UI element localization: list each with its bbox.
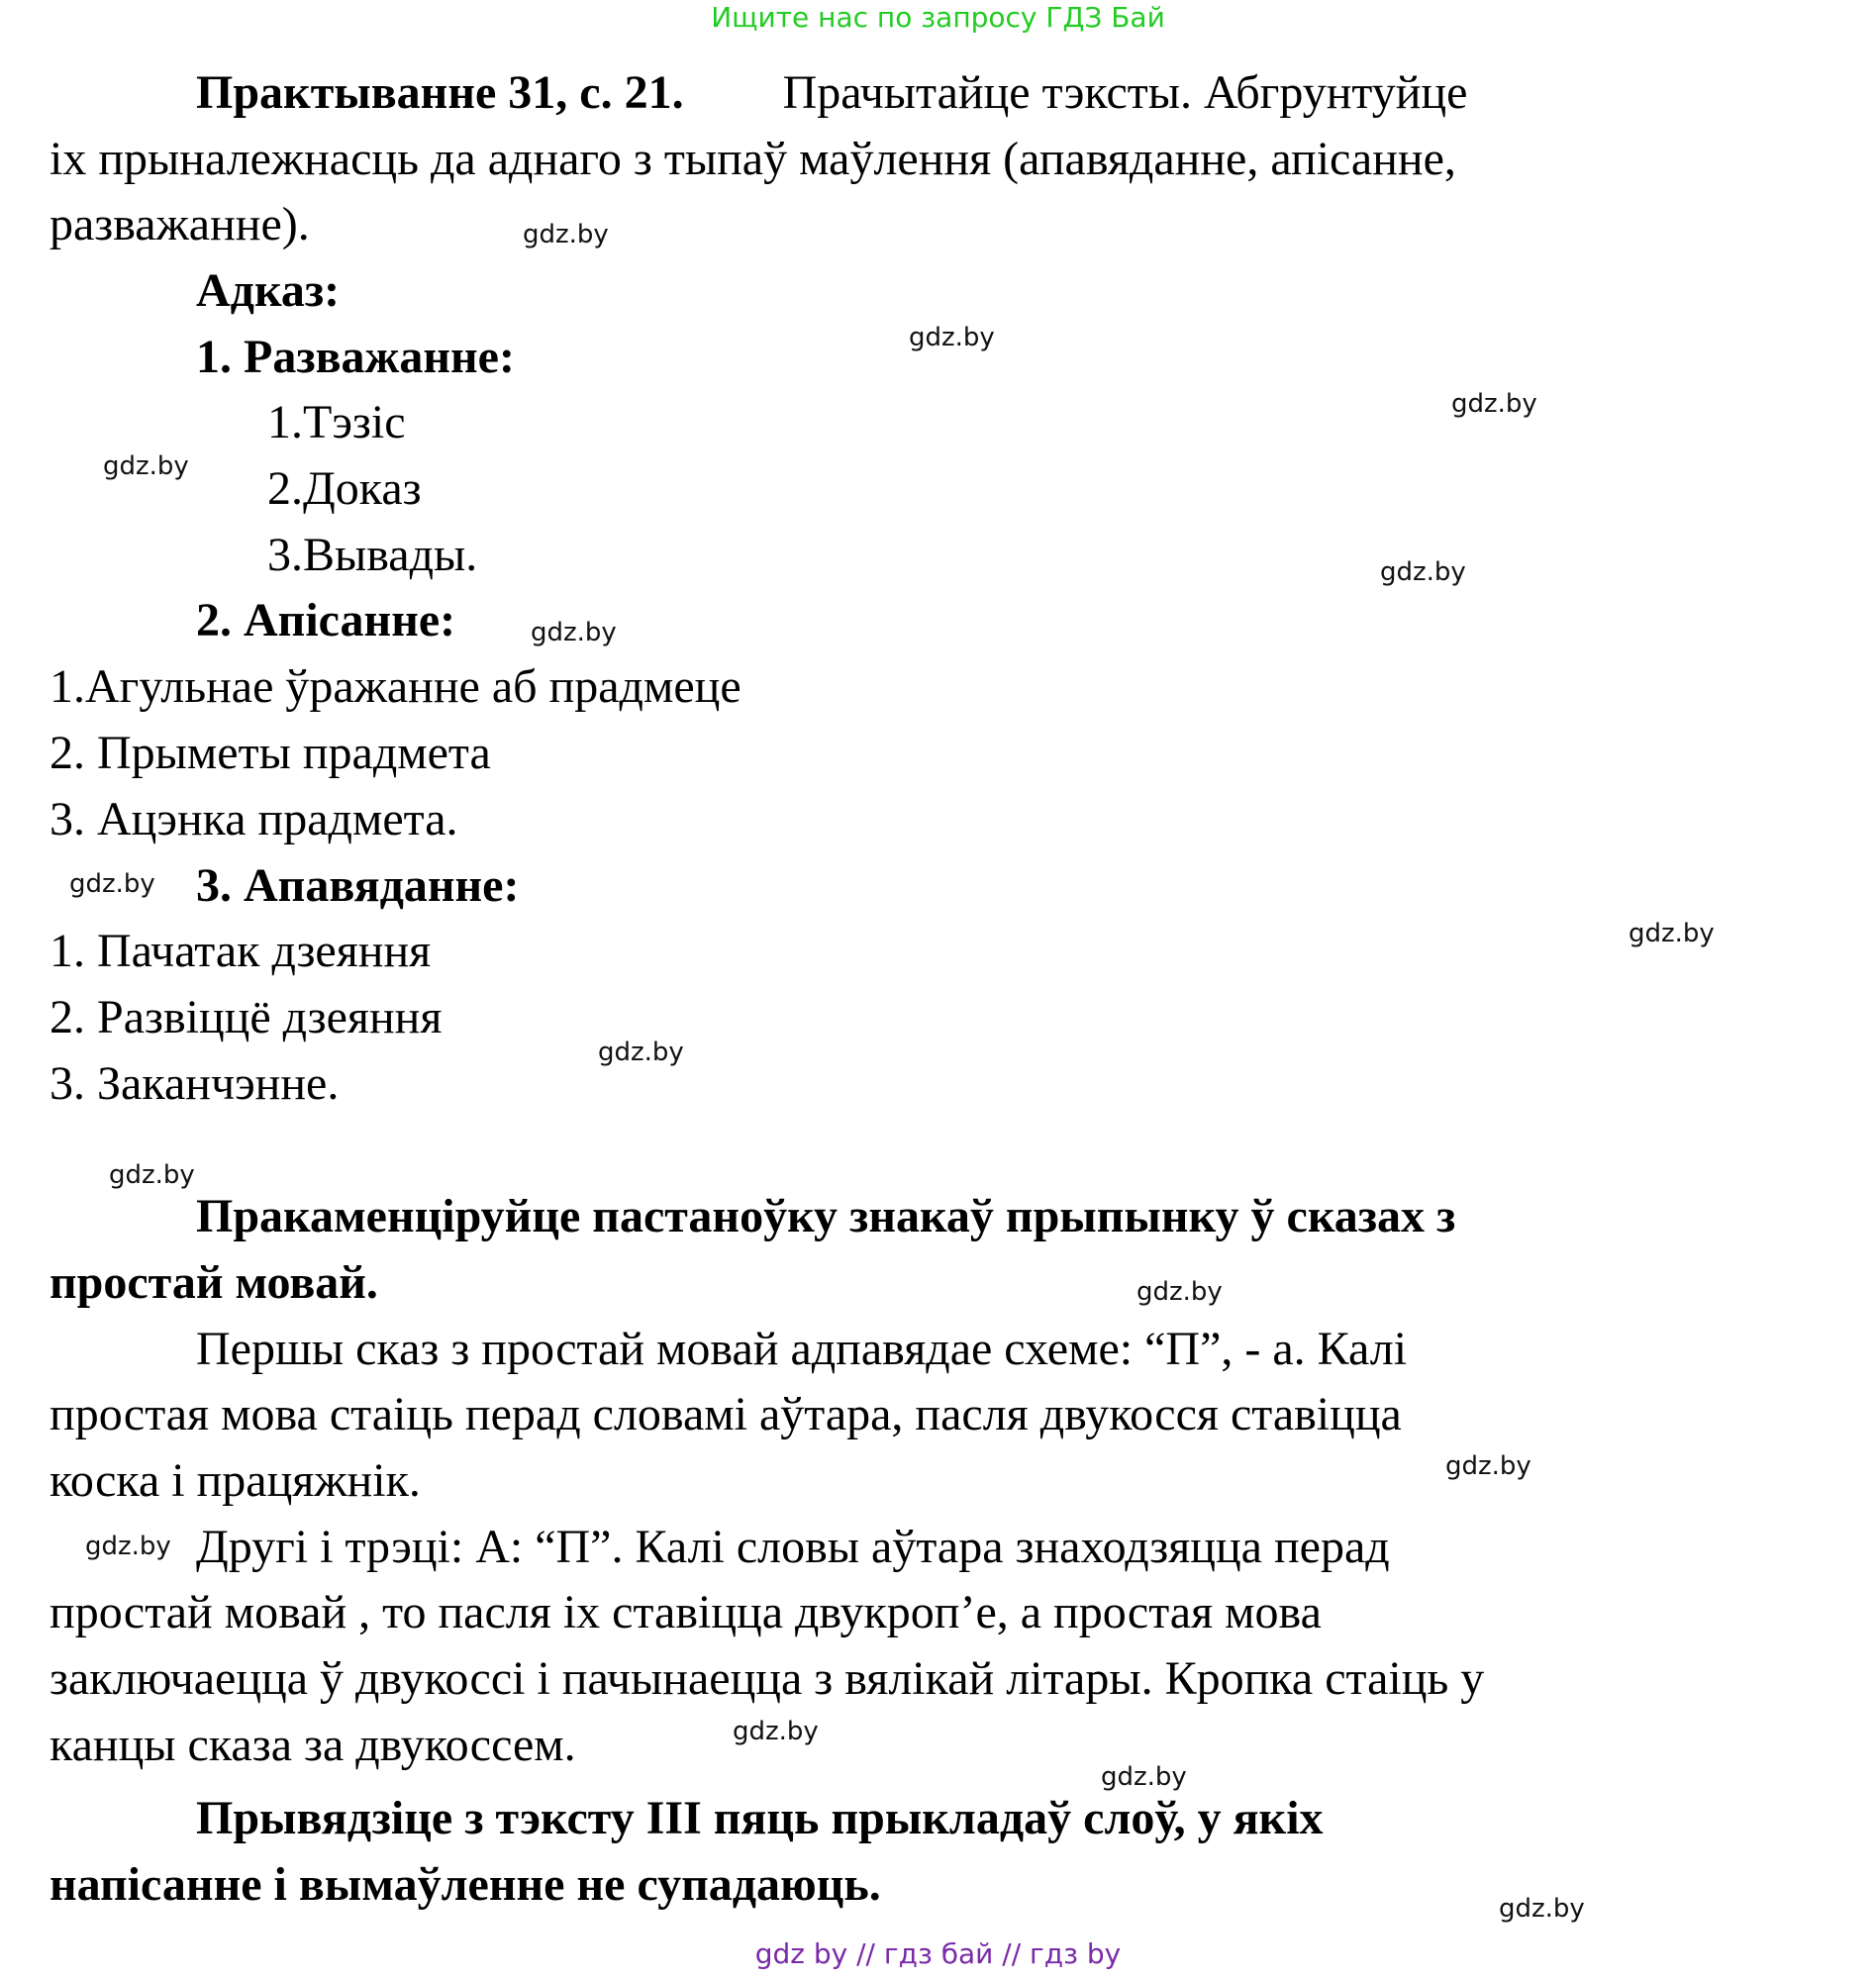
section3-item: 2. Развіццё дзеяння	[49, 991, 443, 1043]
watermark: gdz.by	[69, 869, 155, 899]
section2-item: 1.Агульнае ўражанне аб прадмеце	[49, 660, 741, 713]
section3-item: 1. Пачатак дзеяння	[49, 925, 432, 977]
task-header-line	[196, 64, 1467, 122]
section2-item: 2. Прыметы прадмета	[49, 727, 491, 779]
watermark: gdz.by	[523, 220, 609, 249]
section1-item: 2.Доказ	[267, 462, 422, 515]
section3-item: 3. Заканчэнне.	[49, 1057, 340, 1110]
top-banner: Ищите нас по запросу ГДЗ Бай	[711, 1, 1165, 34]
watermark: gdz.by	[103, 451, 189, 481]
final-task-line-2: напісанне і вымаўленне не супадаюць.	[49, 1858, 881, 1911]
comment-task-title-2: простай мовай.	[49, 1256, 378, 1309]
comment-paragraph-line: Другі і трэці: А: “П”. Калі словы аўтара знаходзяцца перад	[196, 1521, 1390, 1573]
watermark: gdz.by	[531, 618, 617, 647]
comment-paragraph-line: канцы сказа за двукоссем.	[49, 1719, 576, 1771]
section3-title: 3. Апавяданне:	[196, 859, 520, 912]
watermark: gdz.by	[598, 1038, 684, 1067]
watermark: gdz.by	[109, 1160, 195, 1190]
comment-paragraph-line: Першы сказ з простай мовай адпавядае схеме: “П”, - а. Калі	[196, 1323, 1408, 1375]
watermark: gdz.by	[85, 1532, 171, 1561]
comment-paragraph-line: заключаецца ў двукоссі і пачынаецца з вялікай літары. Кропка стаіць у	[49, 1652, 1485, 1705]
watermark: gdz.by	[1136, 1277, 1223, 1307]
task-instruction-part-3: разважанне).	[49, 198, 310, 250]
comment-paragraph-line: простая мова стаіць перад словамі аўтара, пасля двукосся ставіцца	[49, 1388, 1402, 1440]
section2-title: 2. Апісанне:	[196, 594, 456, 646]
section1-title: 1. Разважанне:	[196, 331, 515, 383]
comment-paragraph-line: простай мовай , то пасля іх ставіцца двукроп’е, а простая мова	[49, 1586, 1322, 1638]
watermark: gdz.by	[1101, 1762, 1187, 1792]
watermark: gdz.by	[909, 323, 995, 352]
comment-paragraph-line: коска і працяжнік.	[49, 1454, 421, 1507]
final-task-line-1: Прывядзіце з тэксту III пяць прыкладаў слоў, у якіх	[196, 1792, 1324, 1844]
watermark: gdz.by	[1499, 1894, 1585, 1924]
watermark: gdz.by	[1445, 1451, 1531, 1481]
section1-item: 1.Тэзіс	[267, 396, 406, 448]
bottom-footer: gdz by // гдз бай // гдз by	[754, 1937, 1122, 1970]
watermark: gdz.by	[733, 1717, 819, 1746]
watermark: gdz.by	[1380, 557, 1466, 587]
section2-item: 3. Ацэнка прадмета.	[49, 793, 458, 845]
task-instruction-part-1: Прачытайце тэксты. Абгрунтуйце	[782, 66, 1468, 119]
section1-item: 3.Вывады.	[267, 529, 478, 581]
answer-label: Адказ:	[196, 264, 341, 317]
watermark: gdz.by	[1451, 389, 1537, 419]
comment-task-title-1: Пракаменціруйце пастаноўку знакаў прыпынку ў сказах з	[196, 1190, 1456, 1242]
watermark: gdz.by	[1629, 919, 1715, 948]
task-instruction-part-2: іх прыналежнасць да аднаго з тыпаў маўлення (апавяданне, апісанне,	[49, 133, 1456, 185]
task-title: Практыванне 31, с. 21.	[196, 66, 684, 119]
